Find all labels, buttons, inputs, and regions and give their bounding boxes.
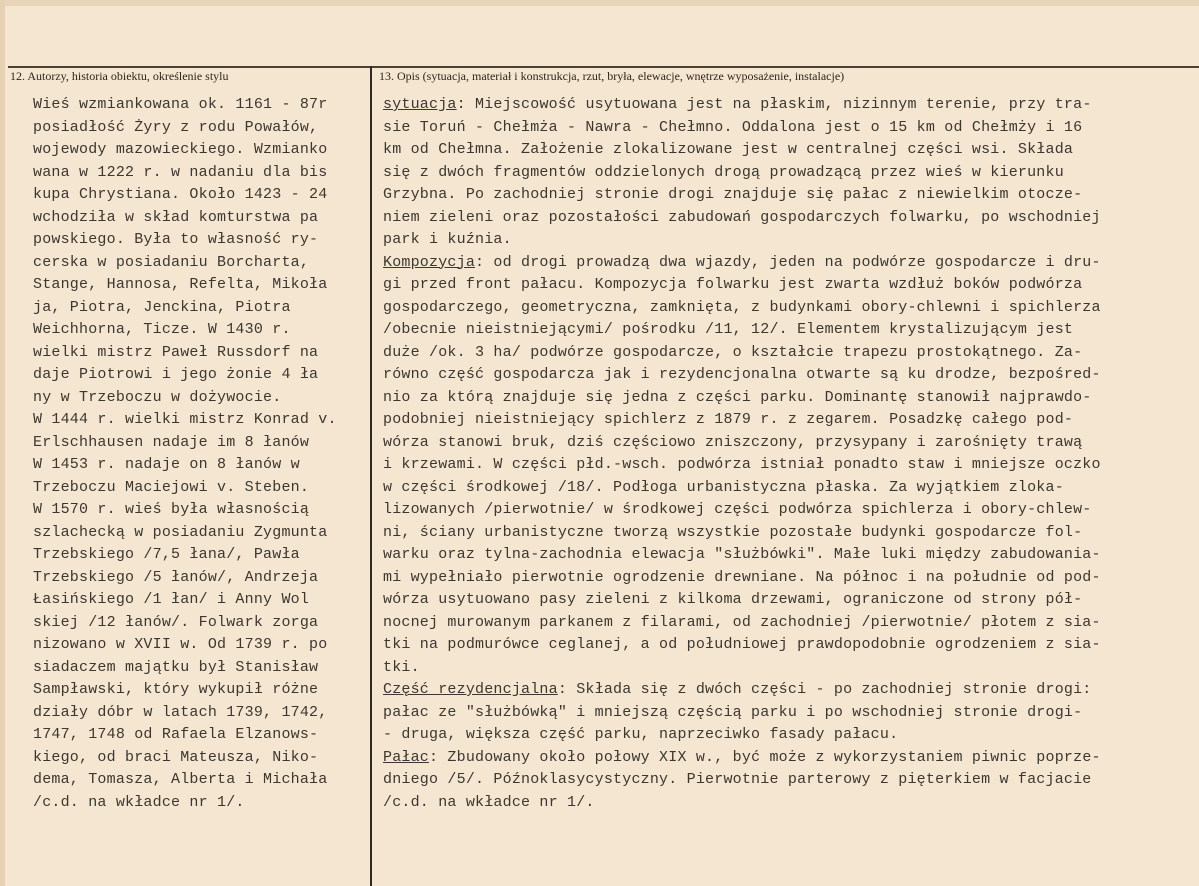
- section-12-line: Sampławski, który wykupił różne: [33, 681, 319, 698]
- section-12-typed-text: [33, 94, 337, 814]
- section-13-line: gospodarczego, geometryczna, zamknięta, z budynkami obory-chlewni i spichlerza: [383, 298, 1101, 316]
- section-12-line: Trzebskiego /5 łanów/, Andrzeja: [33, 568, 319, 586]
- section-13-line: się z dwóch fragmentów oddzielonych drogą prowadzącą przez wieś w kierunku: [383, 163, 1064, 181]
- section-12-line: W 1570 r. wieś była własnością: [33, 501, 310, 518]
- section-13-line: park i kuźnia.: [383, 231, 512, 248]
- section-12-line: skiej /12 łanów/. Folwark zorga: [33, 613, 319, 631]
- section-12-line: wchodziła w skład komturstwa pa: [33, 208, 319, 226]
- section-13-line: Pałac: Zbudowany około połowy XIX w., być może z wykorzystaniem piwnic poprze-: [383, 748, 1101, 766]
- section-13-line: Część rezydencjalna: Składa się z dwóch części - po zachodniej stronie drogi:: [383, 681, 1092, 698]
- horizontal-rule: [8, 66, 1199, 68]
- section-12-line: Erlschhausen nadaje im 8 łanów: [33, 433, 310, 451]
- section-13-line: nocnej murowanym parkanem z filarami, od zachodniej /pierwotnie/ płotem z sia-: [383, 613, 1101, 631]
- section-13-line: nio za którą znajduje się jedna z części parku. Dominantę stanowił najprawdo-: [383, 388, 1092, 406]
- section-12-line: wojewody mazowieckiego. Wzmianko: [33, 141, 328, 158]
- card-left-edge: [0, 0, 5, 886]
- section-12-line: ny w Trzeboczu w dożywocie.: [33, 388, 282, 406]
- section-12-line: 1747, 1748 od Rafaela Elzanows-: [33, 726, 319, 743]
- underlined-term: Część rezydencjalna: [383, 681, 558, 698]
- section-13-line: pałac ze "służbówką" i mniejszą częścią parku i po wschodniej stronie drogi-: [383, 703, 1083, 721]
- section-13-line: podobniej nieistniejący spichlerz z 1879 r. z zegarem. Posadzkę całego pod-: [383, 411, 1074, 428]
- section-13-line: duże /ok. 3 ha/ podwórze gospodarcze, o kształcie trapezu prostokątnego. Za-: [383, 343, 1083, 361]
- underlined-term: Kompozycja: [383, 253, 476, 271]
- section-13-line: lizowanych /pierwotnie/ w środkowej części podwórza spichlerza i obory-chlew-: [383, 501, 1092, 518]
- section-13-line: - druga, większa część parku, naprzeciwko fasady pałacu.: [383, 726, 899, 743]
- section-13-heading: 13. Opis (sytuacja, materiał i konstrukcja, rzut, bryła, elewacje, wnętrze wyposażenie, instalacje): [379, 69, 845, 83]
- section-13-line: Grzybna. Po zachodniej stronie drogi znajduje się pałac z niewielkim otocze-: [383, 186, 1083, 203]
- section-13-line: równo część gospodarcza jak i rezydencjonalna otwarte są ku drodze, bezpośred-: [383, 366, 1101, 383]
- section-13-line: ni, ściany urbanistyczne tworzą wszystkie pozostałe budynki gospodarcze fol-: [383, 523, 1083, 541]
- column-divider: [370, 66, 372, 886]
- section-12-line: szlachecką w posiadaniu Zygmunta: [33, 523, 328, 541]
- section-12-line: ja, Piotra, Jenckina, Piotra: [33, 298, 291, 316]
- section-13-line: dniego /5/. Późnoklasycystyczny. Pierwotnie parterowy z pięterkiem w facjacie: [383, 771, 1092, 788]
- underlined-term: sytuacja: [383, 96, 457, 113]
- section-13-line: tki na podmurówce ceglanej, a od południowej prawdopodobnie ogrodzeniem z sia-: [383, 636, 1101, 653]
- section-13-line: mi wypełniało pierwotnie ogrodzenie drewniane. Na północ i na południe od pod-: [383, 568, 1101, 586]
- section-13-line: niem zieleni oraz pozostałości zabudowań gospodarczych folwarku, po wschodniej: [383, 208, 1101, 226]
- section-13-line: sytuacja: Miejscowość usytuowana jest na płaskim, nizinnym terenie, przy tra-: [383, 96, 1092, 113]
- section-12-line: powskiego. Była to własność ry-: [33, 231, 319, 248]
- section-13-line: km od Chełmna. Założenie zlokalizowane jest w centralnej części wsi. Składa: [383, 141, 1074, 158]
- section-12-line: dema, Tomasza, Alberta i Michała: [33, 771, 328, 788]
- section-13-line: wórza stanowi bruk, dziś częściowo zniszczony, przysypany i zarośnięty trawą: [383, 433, 1083, 451]
- section-12-line: W 1453 r. nadaje on 8 łanów w: [33, 456, 300, 473]
- section-12-line: Weichhorna, Ticze. W 1430 r.: [33, 321, 291, 338]
- section-13-line: Kompozycja: od drogi prowadzą dwa wjazdy, jeden na podwórze gospodarcze i dru-: [383, 253, 1101, 271]
- section-12-heading: 12. Autorzy, historia obiektu, określenie stylu: [10, 69, 229, 83]
- section-12-line: posiadłość Żyry z rodu Powałów,: [33, 118, 319, 136]
- section-13-line: /c.d. na wkładce nr 1/.: [383, 793, 595, 811]
- section-12-line: Wieś wzmiankowana ok. 1161 - 87r: [33, 96, 328, 113]
- section-13-typed-text: [383, 94, 1101, 814]
- section-12-line: działy dóbr w latach 1739, 1742,: [33, 703, 328, 721]
- section-12-line: kiego, od braci Mateusza, Niko-: [33, 748, 319, 766]
- section-12-line: Stange, Hannosa, Refelta, Mikoła: [33, 276, 328, 293]
- section-13-line: wórza usytuowano pasy zieleni z kilkoma drzewami, ograniczone od strony pół-: [383, 591, 1083, 608]
- section-12-line: /c.d. na wkładce nr 1/.: [33, 793, 245, 811]
- section-13-line: /obecnie nieistniejącymi/ pośrodku /11, 12/. Elementem krystalizującym jest: [383, 321, 1074, 338]
- section-13-line: sie Toruń - Chełmża - Nawra - Chełmno. Oddalona jest o 15 km od Chełmży i 16: [383, 118, 1083, 136]
- section-12-line: Trzebskiego /7,5 łana/, Pawła: [33, 546, 300, 563]
- section-13-line: gi przed front pałacu. Kompozycja folwarku jest zwarta wzdłuż boków podwórza: [383, 276, 1083, 293]
- section-12-line: cerska w posiadaniu Borcharta,: [33, 253, 310, 271]
- section-12-line: daje Piotrowi i jego żonie 4 ła: [33, 366, 319, 383]
- section-12-line: wielki mistrz Paweł Russdorf na: [33, 343, 319, 361]
- section-13-line: i krzewami. W części płd.-wsch. podwórza istniał ponadto staw i mniejsze oczko: [383, 456, 1101, 473]
- section-12-line: siadaczem majątku był Stanisław: [33, 658, 319, 676]
- section-13-line: w części środkowej /18/. Podłoga urbanistyczna płaska. Za wyjątkiem zloka-: [383, 478, 1064, 496]
- section-12-line: wana w 1222 r. w nadaniu dla bis: [33, 163, 328, 181]
- underlined-term: Pałac: [383, 748, 430, 766]
- section-12-line: Łasińskiego /1 łan/ i Anny Wol: [33, 591, 310, 608]
- section-12-line: nizowano w XVII w. Od 1739 r. po: [33, 636, 328, 653]
- section-12-line: kupa Chrystiana. Około 1423 - 24: [33, 186, 328, 203]
- section-12-line: W 1444 r. wielki mistrz Konrad v.: [33, 411, 337, 428]
- section-13-line: warku oraz tylna-zachodnia elewacja "służbówki". Małe luki między zabudowania-: [383, 546, 1101, 563]
- section-13-line: tki.: [383, 658, 420, 676]
- card-top-edge: [0, 0, 1199, 6]
- section-12-line: Trzeboczu Maciejowi v. Steben.: [33, 478, 310, 496]
